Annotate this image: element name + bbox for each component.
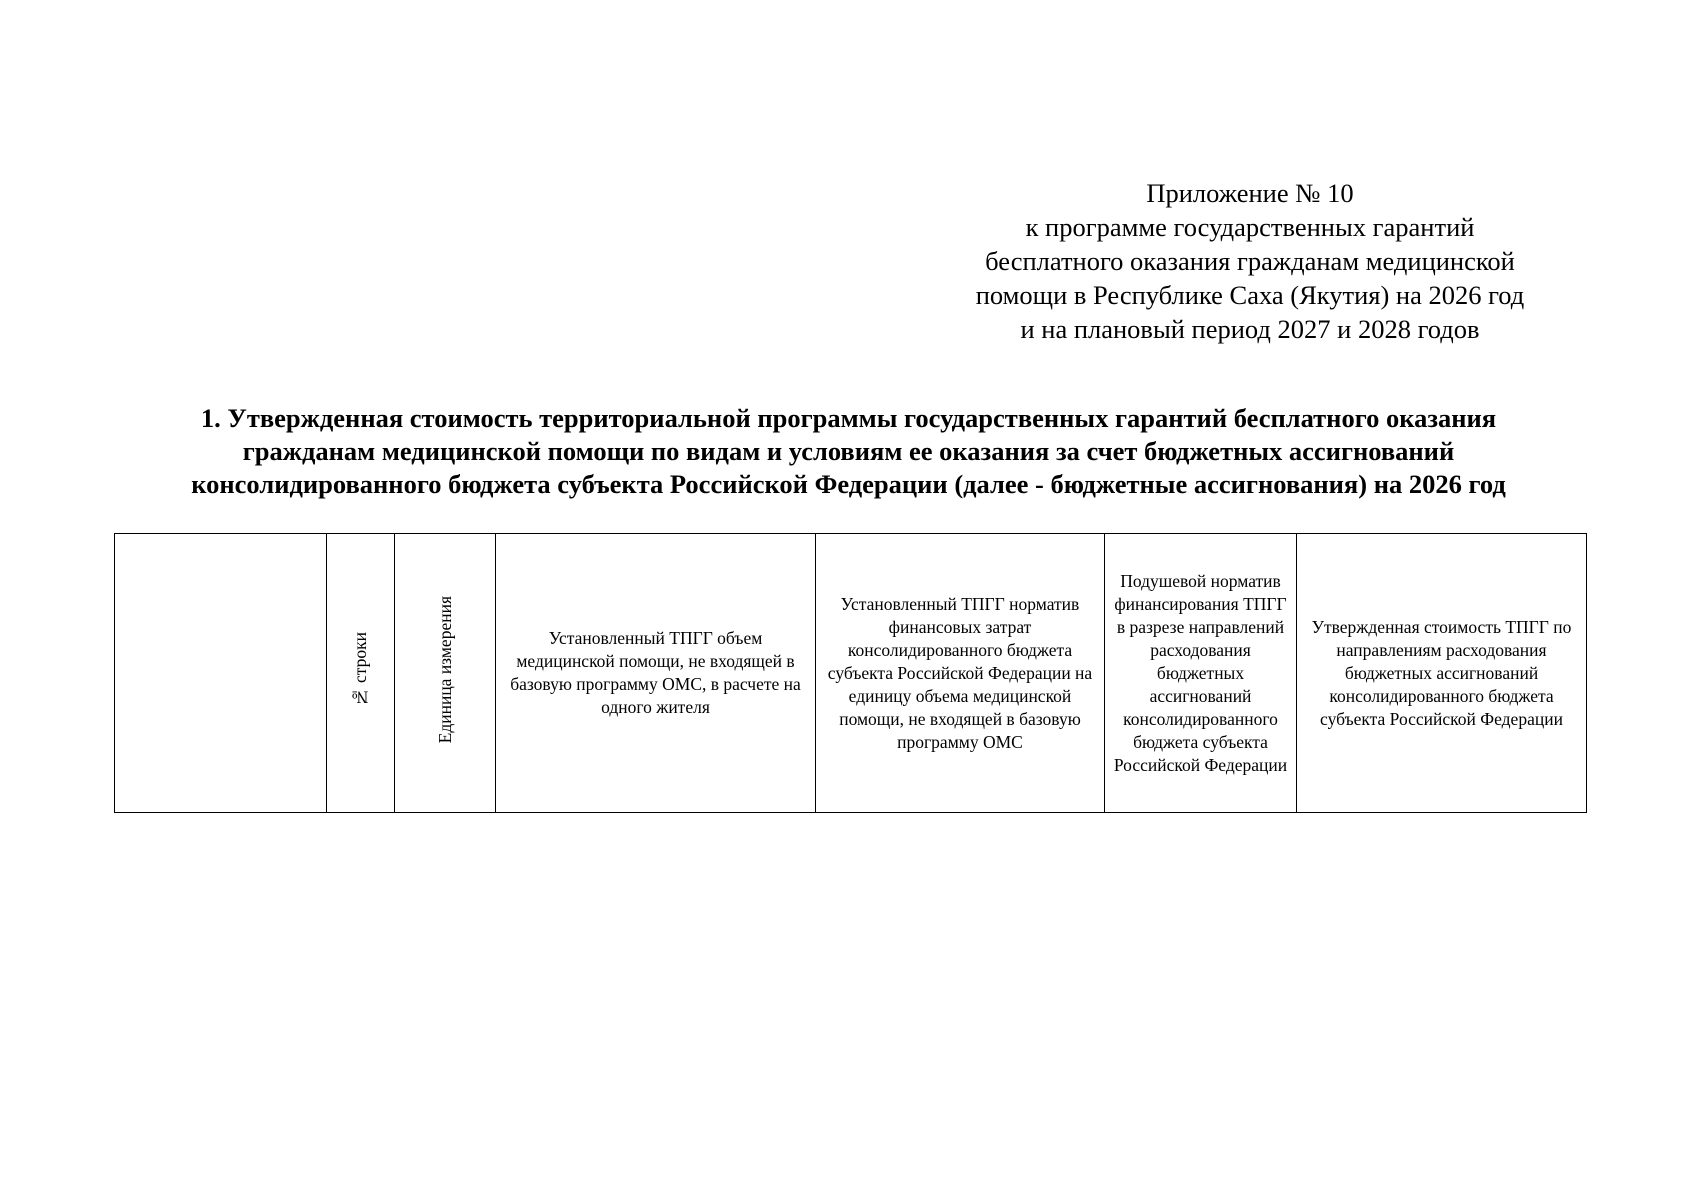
- header-unit-label: Единица измерения: [434, 596, 455, 744]
- heading-line: консолидированного бюджета субъекта Российской Федерации (далее - бюджетные ассигнования) на 2026 год: [191, 469, 1506, 499]
- header-cost-norm-label: Установленный ТПГГ норматив финансовых затрат консолидированного бюджета субъекта Российской Федерации на единицу объема медицинской помощи, не входящей в базовую программу ОМС: [827, 593, 1093, 752]
- header-volume-label: Установленный ТПГГ объем медицинской помощи, не входящей в базовую программу ОМС, в расчете на одного жителя: [510, 628, 801, 717]
- cost-table: [114, 533, 1587, 813]
- header-cell-cost-norm: [816, 534, 1105, 813]
- appendix-reference: [940, 176, 1560, 346]
- header-cell-per-capita: [1105, 534, 1297, 813]
- heading-line: гражданам медицинской помощи по видам и условиям ее оказания за счет бюджетных ассигнований: [242, 436, 1455, 466]
- table-header-row: [115, 534, 1587, 813]
- header-approved-cost-label: Утвержденная стоимость ТПГГ по направлениям расходования бюджетных ассигнований консолидированного бюджета субъекта Российской Федерации: [1311, 616, 1572, 729]
- appendix-line: к программе государственных гарантий: [1025, 212, 1475, 242]
- header-per-capita-label: Подушевой норматив финансирования ТПГГ в разрезе направлений расходования бюджетных ассигнований консолидированного бюджета субъекта Российской Федерации: [1113, 570, 1288, 775]
- header-cell-volume: [496, 534, 816, 813]
- header-cell-name: [115, 534, 327, 813]
- section-heading: [100, 402, 1597, 501]
- appendix-line: Приложение № 10: [1146, 178, 1354, 208]
- header-cell-row-number: [327, 534, 395, 813]
- appendix-line: и на плановый период 2027 и 2028 годов: [1020, 314, 1480, 344]
- header-cell-unit: [395, 534, 496, 813]
- appendix-line: помощи в Республике Саха (Якутия) на 2026 год: [975, 280, 1525, 310]
- appendix-line: бесплатного оказания гражданам медицинской: [985, 246, 1515, 276]
- header-row-number-label: № строки: [350, 632, 370, 708]
- heading-line: 1. Утвержденная стоимость территориальной программы государственных гарантий бесплатного оказания: [200, 403, 1497, 433]
- header-cell-approved-cost: [1297, 534, 1587, 813]
